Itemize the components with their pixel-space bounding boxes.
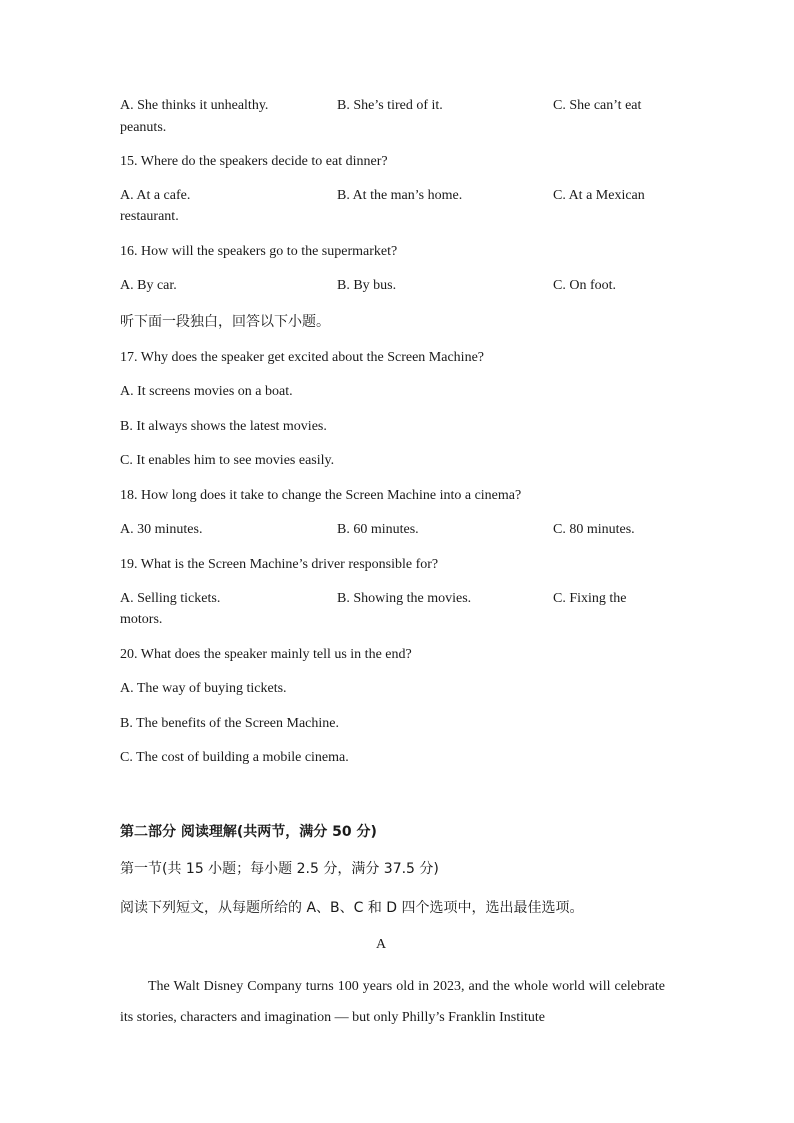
q16-option-b: B. By bus. [337,278,397,293]
q15-option-b: B. At the man’s home. [337,188,463,203]
q18-option-c: C. 80 minutes. [553,522,635,537]
q14-option-a: A. She thinks it unhealthy. [120,98,269,113]
q19-option-c: C. Fixing the [553,591,627,606]
q14-option-c-continuation: peanuts. [120,120,167,135]
q18-option-a: A. 30 minutes. [120,522,203,537]
part2-section1-heading: 第一节(共 15 小题；每小题 2.5 分，满分 37.5 分) [120,861,439,877]
passage-paragraph: The Walt Disney Company turns 100 years old in 2023, and the whole world will celebrate its stories, characters and imagination — but only Philly’s Franklin Institute [120,979,665,1025]
q18-question: 18. How long does it take to change the Screen Machine into a cinema? [120,488,522,503]
q14-option-b: B. She’s tired of it. [337,98,443,113]
q16-question: 16. How will the speakers go to the supermarket? [120,244,398,259]
part2-title: 第二部分 阅读理解(共两节，满分 50 分) [120,824,377,840]
passage-label: A [375,937,387,952]
q20-option-b: B. The benefits of the Screen Machine. [120,716,340,731]
q16-option-a: A. By car. [120,278,177,293]
q17-option-b: B. It always shows the latest movies. [120,419,327,434]
q15-question: 15. Where do the speakers decide to eat dinner? [120,154,388,169]
q19-question: 19. What is the Screen Machine’s driver responsible for? [120,557,439,572]
q20-option-c: C. The cost of building a mobile cinema. [120,750,349,765]
q20-option-a: A. The way of buying tickets. [120,681,287,696]
q19-option-a: A. Selling tickets. [120,591,221,606]
q17-option-c: C. It enables him to see movies easily. [120,453,335,468]
q15-option-c: C. At a Mexican [553,188,645,203]
q18-option-b: B. 60 minutes. [337,522,419,537]
monologue-heading: 听下面一段独白，回答以下小题。 [120,314,330,330]
q17-option-a: A. It screens movies on a boat. [120,384,293,399]
q19-option-b: B. Showing the movies. [337,591,472,606]
q16-option-c: C. On foot. [553,278,616,293]
q19-option-c-continuation: motors. [120,612,163,627]
part2-instruction: 阅读下列短文，从每题所给的 A、B、C 和 D 四个选项中，选出最佳选项。 [120,900,584,916]
q15-option-a: A. At a cafe. [120,188,191,203]
q15-option-c-continuation: restaurant. [120,209,179,224]
q17-question: 17. Why does the speaker get excited about the Screen Machine? [120,350,484,365]
q20-question: 20. What does the speaker mainly tell us in the end? [120,647,412,662]
q14-option-c: C. She can’t eat [553,98,642,113]
